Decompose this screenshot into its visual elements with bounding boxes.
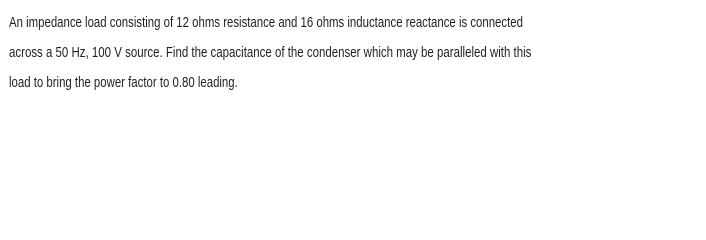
problem-line-1: An impedance load consisting of 12 ohms resistance and 16 ohms inductance reactance is connected: [9, 14, 523, 31]
problem-statement: [9, 8, 699, 98]
problem-line-2: across a 50 Hz, 100 V source. Find the capacitance of the condenser which may be paralleled with this: [9, 44, 532, 61]
problem-line-3: load to bring the power factor to 0.80 leading.: [9, 74, 238, 91]
